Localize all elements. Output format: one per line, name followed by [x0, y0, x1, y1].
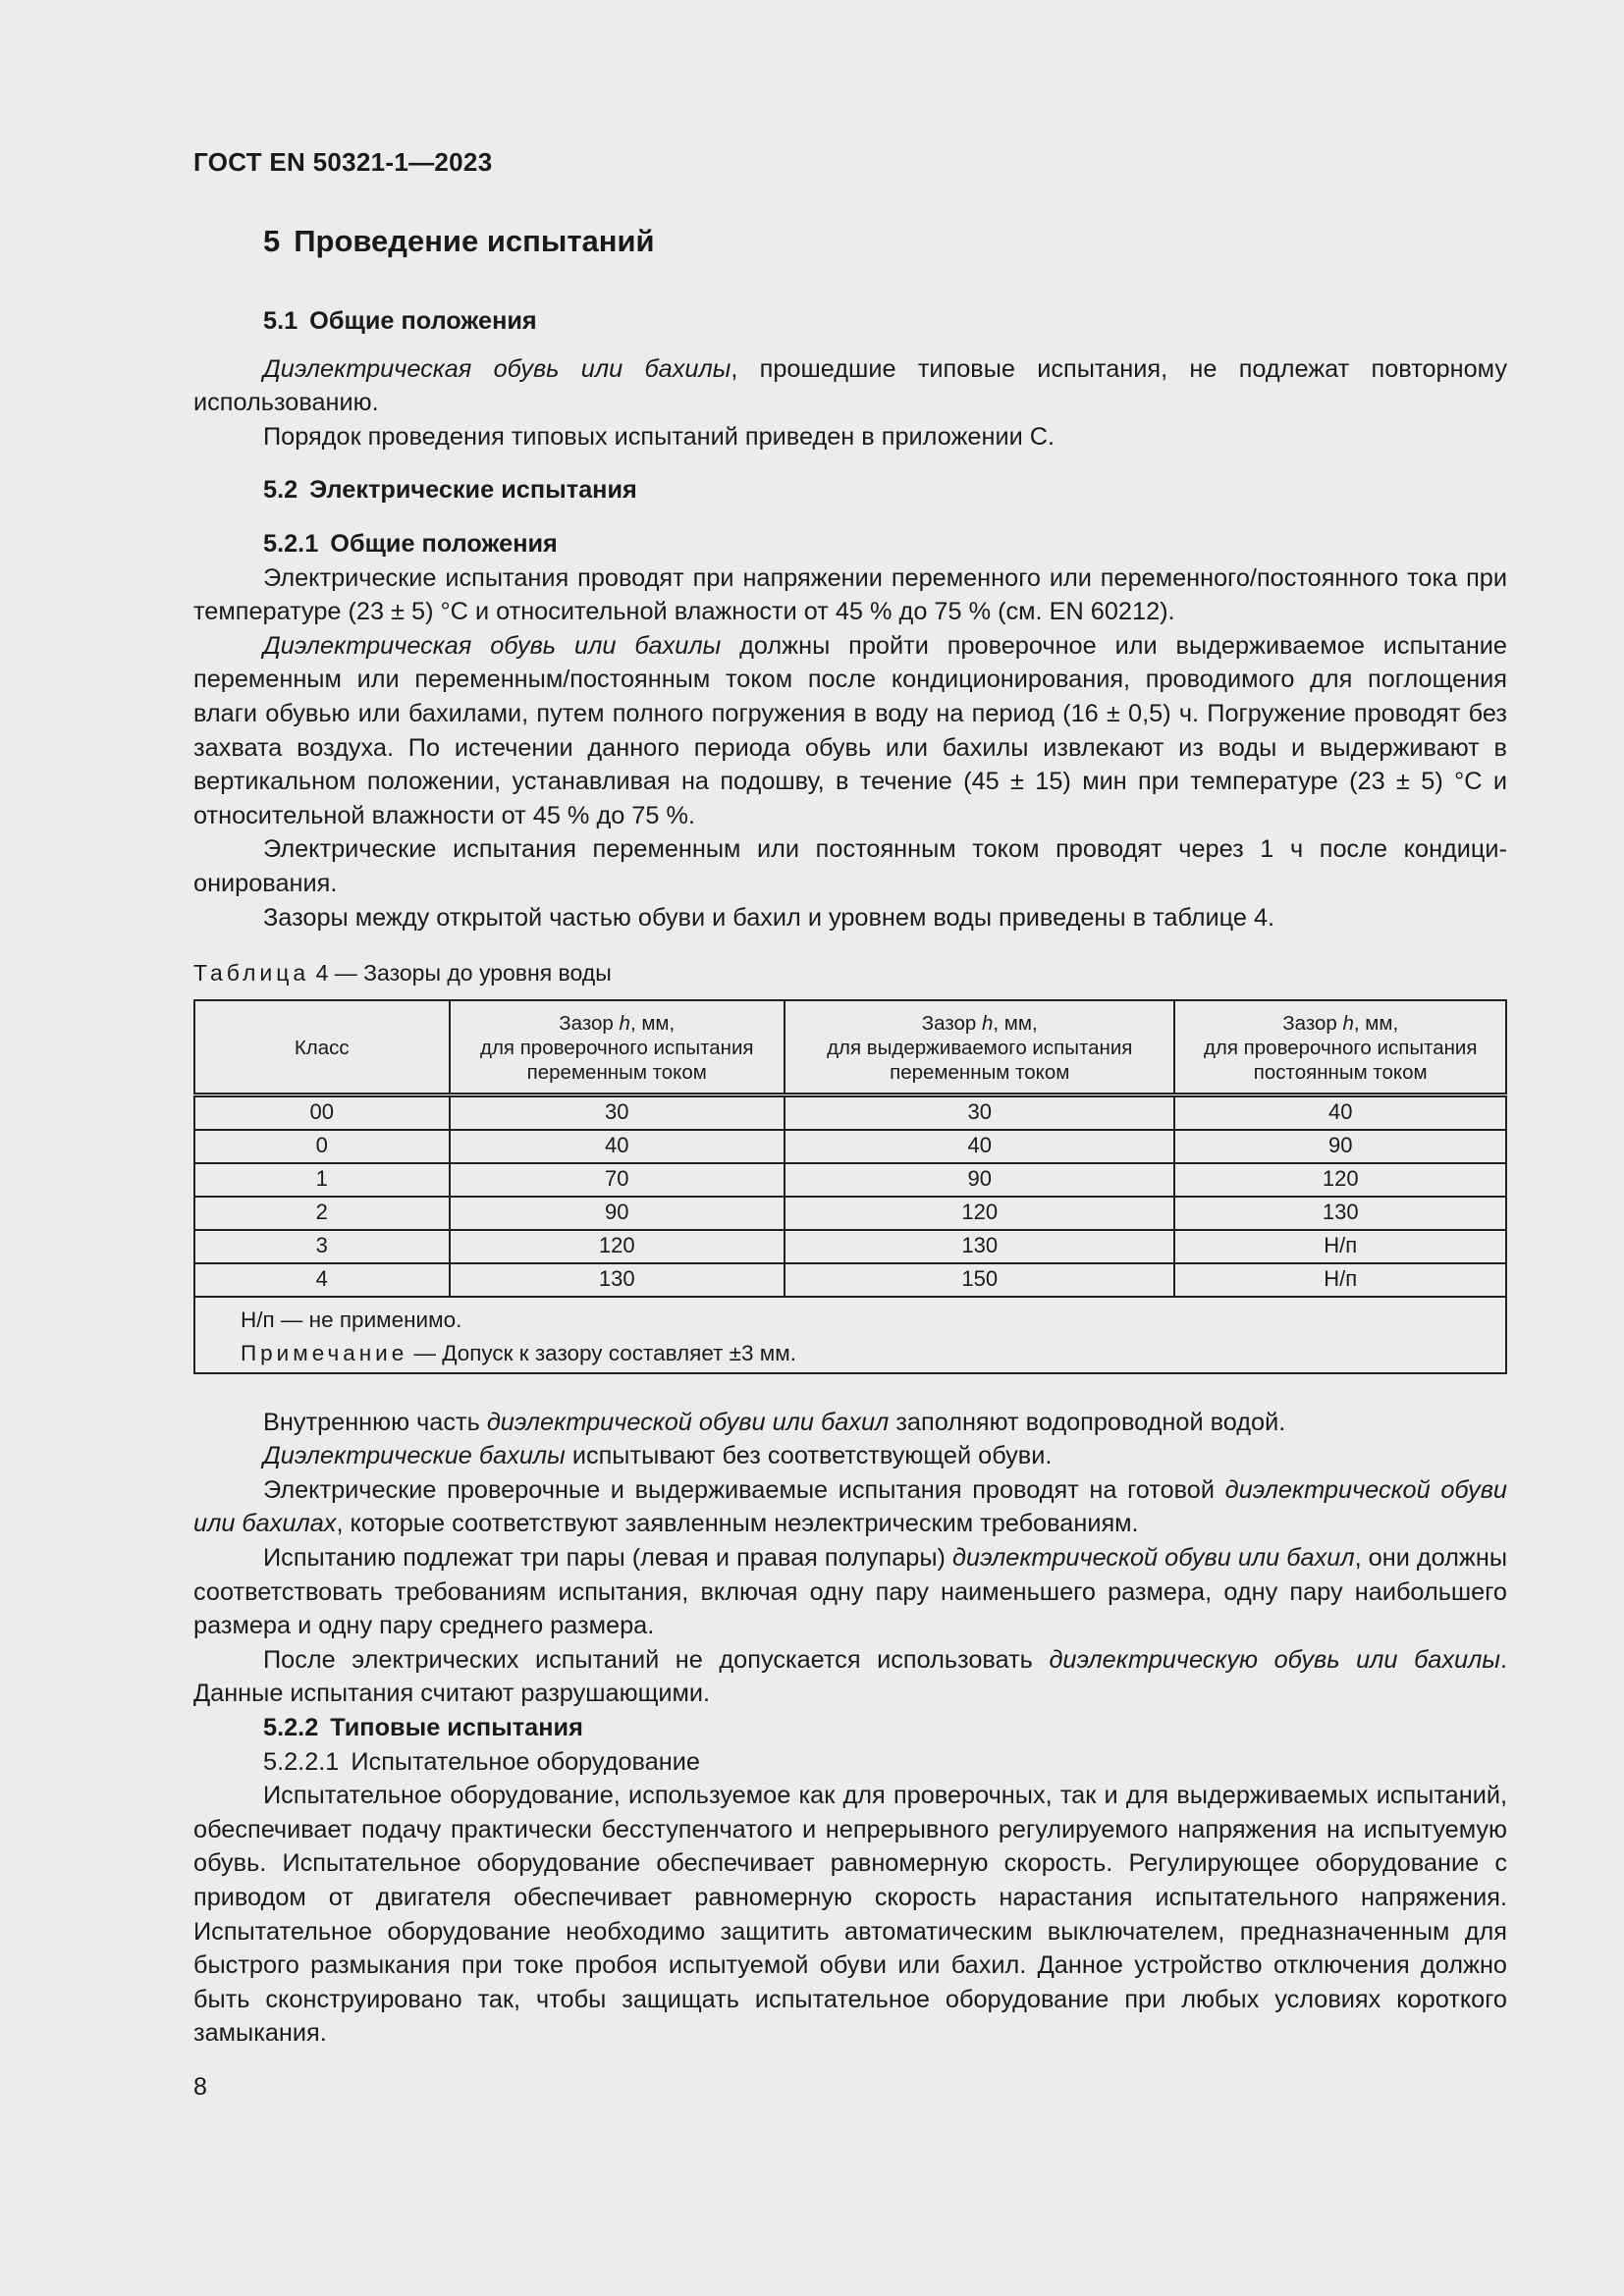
table-cell: 30: [450, 1095, 785, 1130]
table-row: [194, 1263, 1506, 1297]
subsection-title: Испытательное оборудование: [351, 1747, 700, 1776]
table-note-na: Н/п — не применимо.: [241, 1307, 462, 1332]
subsection-title: Общие положения: [309, 307, 537, 335]
paragraph: Испытательное оборудование, используемое как для проверочных, так и для выдерживаемых испытаний, обеспечивает подачу практически бесступенчатого и непрерывного регулируемого напряжения на испытуемую обувь. Испытательное оборудование обеспечивает равномерную скорость. Регулирующее оборудование с приводом от двигателя обеспечивает равномерную скорость нарастания испытательного напряжения. Испытательное оборудование необходимо защитить автоматическим выключателем, предназначенным для быстрого размыкания при токе пробоя испытуемой обуви или бахил. Данное устройство отключения должно быть сконструировано так, чтобы защищать испытательное оборудование при любых условиях короткого замыкания.: [193, 1782, 1507, 2048]
table-cell: 40: [785, 1130, 1174, 1163]
table-cell: 4: [194, 1263, 450, 1297]
section-title: Проведение испытаний: [294, 224, 655, 258]
body-content: [193, 304, 1507, 2051]
paragraph: [193, 629, 1507, 833]
table-cell: 40: [450, 1130, 785, 1163]
paragraph: Порядок проведения типовых испытаний приведен в приложении С.: [263, 422, 1056, 451]
subsection-5-2-2-1-heading: [193, 1745, 1507, 1780]
table-note-tolerance: Примечание — Допуск к зазору составляет ±3 мм.: [241, 1340, 796, 1365]
table-cell: 1: [194, 1163, 450, 1197]
table-cell: 2: [194, 1197, 450, 1230]
paragraph: Электрические проверочные и выдерживаемые испытания проводят на готовой диэлектрической обуви или бахилах, которые соответствуют заявленным неэлектрическим требованиям.: [193, 1475, 1507, 1538]
paragraph: Диэлектрические бахилы испытывают без соответствующей обуви.: [263, 1442, 1053, 1470]
table-cell: 150: [785, 1263, 1174, 1297]
subsection-title: Типовые испытания: [330, 1714, 583, 1742]
table-cell: 0: [194, 1130, 450, 1163]
subsection-number: 5.2.2.1: [263, 1747, 340, 1776]
header-gap-dc-proof: Зазор h, мм, для проверочного испытания постоянным током: [1174, 1000, 1506, 1095]
table-notes: [194, 1297, 1506, 1373]
paragraph-text: должны пройти проверочное или выдерживаемое испытание переменным или переменным/постоянным током после кондиционирования, проводимого для поглощения влаги обувью или бахилами, путем полного погружения в воду на период (16 ± 0,5) ч. Погружение проводят без захвата воздуха. По истечении данного периода обувь или бахилы извлекают из воды и выдерживают в вертикальном положении, устанавливая на подошву, в течение (45 ± 15) мин при температуре (23 ± 5) °С и относительной влажности от 45 % до 75 %.: [193, 631, 1508, 829]
table-row: [194, 1130, 1506, 1163]
subsection-5-2-2-heading: [193, 1711, 1507, 1745]
paragraph: Внутреннюю часть диэлектрической обуви или бахил заполняют водопроводной водой.: [263, 1408, 1286, 1436]
table-cell: 90: [785, 1163, 1174, 1197]
subsection-5-1-heading: [193, 304, 1507, 339]
table-notes-row: [194, 1297, 1506, 1373]
paragraph: Испытанию подлежат три пары (левая и правая полупары) диэлектрической обуви или бахил, они должны соответствовать требованиям испытания, включая одну пару наименьшего размера, одну пару наибольшего размера и одну пару среднего размера.: [193, 1544, 1508, 1640]
table-cell: 120: [1174, 1163, 1506, 1197]
paragraph: [193, 352, 1507, 420]
table-caption: [193, 956, 1507, 990]
italic-term: Диэлектрическая обувь или бахилы: [263, 354, 731, 383]
subsection-5-2-1-heading: [193, 527, 1507, 561]
table-cell: 130: [450, 1263, 785, 1297]
table-row: [194, 1230, 1506, 1263]
table-row: [194, 1197, 1506, 1230]
subsection-number: 5.1: [263, 307, 298, 335]
table-cell: 130: [785, 1230, 1174, 1263]
table-cell: 120: [450, 1230, 785, 1263]
table-caption-text: 4 — Зазоры до уровня воды: [309, 960, 612, 987]
table-cell: 90: [450, 1197, 785, 1230]
table-row: [194, 1095, 1506, 1130]
table-cell: 130: [1174, 1197, 1506, 1230]
subsection-5-2-heading: [193, 473, 1507, 507]
table-caption-word: Таблица: [193, 960, 310, 987]
table-cell: Н/п: [1174, 1263, 1506, 1297]
header-gap-ac-proof: Зазор h, мм, для проверочного испытания переменным током: [450, 1000, 785, 1095]
table-cell: 3: [194, 1230, 450, 1263]
subsection-number: 5.2: [263, 476, 298, 505]
standard-header: ГОСТ EN 50321-1—2023: [193, 147, 493, 177]
italic-term: Диэлектрическая обувь или бахилы: [263, 631, 722, 660]
header-gap-ac-withstand: Зазор h, мм, для выдерживаемого испытания переменным током: [785, 1000, 1174, 1095]
page-number: 8: [193, 2073, 207, 2101]
table-cell: 120: [785, 1197, 1174, 1230]
subsection-title: Общие положения: [330, 529, 558, 558]
table-cell: 40: [1174, 1095, 1506, 1130]
table-cell: 30: [785, 1095, 1174, 1130]
paragraph: Электрические испытания переменным или постоянным током проводят через 1 ч после кондиционирования.: [193, 835, 1507, 897]
table-cell: Н/п: [1174, 1230, 1506, 1263]
table-header-row: [194, 1000, 1506, 1095]
subsection-number: 5.2.2: [263, 1714, 319, 1742]
table-cell: 70: [450, 1163, 785, 1197]
table-cell: 90: [1174, 1130, 1506, 1163]
subsection-title: Электрические испытания: [309, 476, 637, 505]
paragraph: Электрические испытания проводят при напряжении переменного или переменного/постоянного тока при температуре (23 ± 5) °С и относительной влажности от 45 % до 75 % (см. EN 60212).: [193, 563, 1507, 626]
section-number: 5: [263, 224, 281, 258]
table-row: [194, 1163, 1506, 1197]
paragraph-text: , прошедшие типовые испытания, не подлежат повторному использованию.: [193, 354, 1507, 417]
paragraph: После электрических испытаний не допускается использовать диэлектрическую обувь или бахилы. Данные испытания считают разрушающими.: [193, 1645, 1507, 1708]
header-class: Класс: [194, 1000, 450, 1095]
section-heading: [263, 224, 655, 259]
paragraph: Зазоры между открытой частью обуви и бахил и уровнем воды приведены в таблице 4.: [263, 903, 1275, 932]
table-cell: 00: [194, 1095, 450, 1130]
subsection-number: 5.2.1: [263, 529, 319, 558]
clearance-table: [193, 999, 1507, 1374]
